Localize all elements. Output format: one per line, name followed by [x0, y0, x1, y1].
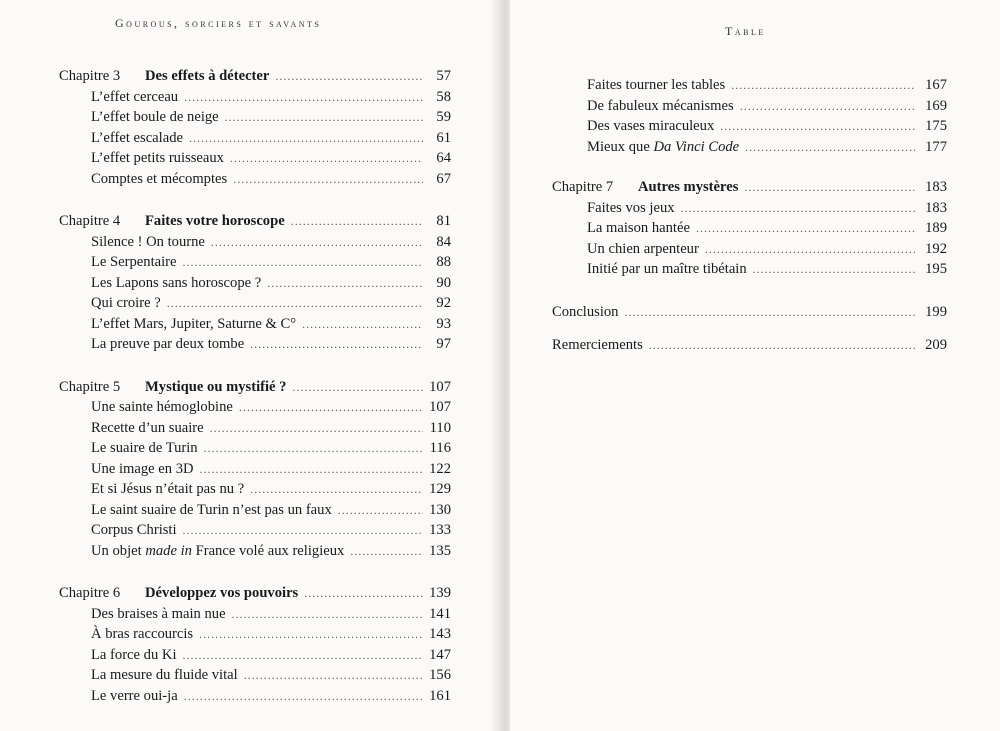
dot-leader — [232, 604, 423, 625]
toc-entry[interactable] — [59, 252, 451, 273]
toc-entry[interactable] — [59, 624, 451, 645]
page-number: 143 — [429, 626, 451, 642]
entry-title: Corpus Christi — [91, 522, 177, 538]
dot-leader — [239, 397, 423, 418]
toc-chapter-3[interactable] — [59, 66, 451, 87]
page-number: 90 — [436, 274, 451, 291]
chapter-number: Chapitre 3 — [59, 68, 121, 84]
page-number: 192 — [925, 240, 947, 257]
dot-leader — [184, 87, 423, 108]
chapter-title: Autres mystères — [638, 179, 739, 195]
toc-entry[interactable] — [59, 87, 451, 108]
toc-remerciements[interactable] — [552, 335, 947, 356]
toc-entry[interactable] — [59, 520, 451, 541]
table-of-contents — [552, 75, 947, 356]
toc-entry[interactable] — [552, 259, 947, 280]
entry-title: Initié par un maître tibétain — [587, 261, 747, 277]
entry-title: Les Lapons sans horoscope ? — [91, 274, 262, 291]
entry-title: La preuve par deux tombe — [91, 336, 245, 352]
dot-leader — [183, 645, 424, 666]
entry-title: Faites tourner les tables — [587, 77, 726, 93]
page-number: 116 — [429, 440, 451, 456]
entry-title: Qui croire ? — [91, 295, 161, 311]
dot-leader — [304, 583, 423, 604]
page-number: 183 — [925, 179, 947, 195]
toc-entry[interactable] — [552, 75, 947, 96]
entry-title: Comptes et mécomptes — [91, 170, 228, 187]
entry-title: L’effet boule de neige — [91, 109, 219, 125]
entry-title: Le suaire de Turin — [91, 440, 198, 456]
toc-entry[interactable] — [59, 334, 451, 355]
chapter-title: Des effets à détecter — [145, 68, 270, 84]
dot-leader — [189, 128, 423, 149]
dot-leader — [167, 293, 423, 314]
dot-leader — [681, 198, 915, 219]
dot-leader — [204, 438, 423, 459]
dot-leader — [292, 377, 423, 398]
page-number: 175 — [925, 118, 947, 134]
dot-leader — [250, 334, 423, 355]
page-number: 189 — [925, 220, 947, 236]
page-number: 167 — [925, 77, 947, 93]
page-number: 141 — [429, 605, 451, 622]
page-number: 107 — [429, 378, 451, 395]
toc-entry[interactable] — [59, 293, 451, 314]
entry-title: La maison hantée — [587, 220, 690, 236]
page-number: 64 — [436, 150, 451, 166]
toc-chapter-4[interactable] — [59, 211, 451, 232]
toc-entry[interactable] — [59, 273, 451, 294]
toc-entry[interactable] — [59, 438, 451, 459]
entry-title: Silence ! On tourne — [91, 233, 205, 250]
dot-leader — [302, 314, 423, 335]
page-number: 195 — [925, 261, 947, 277]
entry-title: Un chien arpenteur — [587, 240, 699, 257]
page-number: 107 — [429, 399, 451, 415]
toc-entry[interactable] — [59, 169, 451, 190]
dot-leader — [731, 75, 915, 96]
chapter-title: Mystique ou mystifié ? — [145, 378, 287, 395]
chapter-number: Chapitre 7 — [552, 179, 614, 195]
entry-title: Le verre oui-ja — [91, 687, 178, 704]
entry-title: La mesure du fluide vital — [91, 667, 238, 683]
page-number: 84 — [436, 233, 451, 250]
page-number: 199 — [925, 303, 947, 320]
entry-title: Une image en 3D — [91, 460, 194, 477]
page-number: 58 — [436, 88, 451, 105]
page-number: 183 — [925, 199, 947, 216]
chapter-title: Faites votre horoscope — [145, 213, 285, 229]
dot-leader — [740, 96, 915, 117]
toc-chapter-7[interactable] — [552, 177, 947, 198]
entry-title: Des vases miraculeux — [587, 118, 715, 134]
toc-entry[interactable] — [59, 397, 451, 418]
toc-entry[interactable] — [59, 604, 451, 625]
entry-title: La force du Ki — [91, 646, 177, 663]
entry-title: Recette d’un suaire — [91, 419, 204, 436]
page-number: 57 — [436, 68, 451, 84]
dot-leader — [200, 459, 423, 480]
page-number: 67 — [436, 170, 451, 187]
toc-entry[interactable] — [552, 239, 947, 260]
page-number: 133 — [429, 522, 451, 538]
dot-leader — [199, 624, 423, 645]
entry-title: Une sainte hémoglobine — [91, 399, 233, 415]
dot-leader — [338, 500, 423, 521]
entry-title: L’effet cerceau — [91, 88, 179, 105]
entry-title: Le Serpentaire — [91, 254, 177, 270]
entry-title: L’effet petits ruisseaux — [91, 150, 224, 166]
dot-leader — [184, 686, 423, 707]
toc-entry[interactable] — [59, 665, 451, 686]
toc-chapter-5[interactable] — [59, 377, 451, 398]
toc-entry[interactable] — [59, 500, 451, 521]
dot-leader — [720, 116, 915, 137]
page-number: 177 — [925, 138, 947, 155]
entry-title: Le saint suaire de Turin n’est pas un faux — [91, 501, 332, 518]
toc-entry[interactable] — [59, 148, 451, 169]
entry-title: Des braises à main nue — [91, 605, 226, 622]
page-number: 59 — [436, 109, 451, 125]
page-number: 135 — [429, 542, 451, 559]
toc-entry[interactable] — [59, 541, 451, 562]
toc-entry[interactable] — [59, 314, 451, 335]
chapter-title: Développez vos pouvoirs — [145, 585, 299, 601]
dot-leader — [233, 169, 423, 190]
toc-conclusion[interactable] — [552, 302, 947, 323]
entry-title: Et si Jésus n’était pas nu ? — [91, 481, 245, 497]
dot-leader — [696, 218, 915, 239]
right-page — [510, 0, 1000, 731]
entry-title: À bras raccourcis — [91, 626, 194, 642]
page-number: 97 — [436, 336, 451, 352]
toc-entry[interactable] — [552, 198, 947, 219]
page-number: 169 — [925, 97, 947, 114]
page-number: 93 — [436, 315, 451, 332]
toc-entry[interactable] — [552, 218, 947, 239]
entry-title: L’effet escalade — [91, 129, 183, 146]
page-number: 61 — [436, 129, 451, 146]
dot-leader — [244, 665, 423, 686]
table-of-contents — [59, 66, 451, 706]
dot-leader — [649, 335, 915, 356]
toc-entry[interactable] — [59, 418, 451, 439]
page-number: 122 — [429, 460, 451, 477]
page-number: 156 — [429, 667, 451, 683]
entry-title: Remerciements — [552, 337, 643, 353]
dot-leader — [745, 137, 915, 158]
entry-title: L’effet Mars, Jupiter, Saturne & C° — [91, 315, 297, 332]
dot-leader — [183, 520, 423, 541]
dot-leader — [225, 107, 423, 128]
dot-leader — [275, 66, 423, 87]
page-number: 147 — [429, 646, 451, 663]
dot-leader — [624, 302, 915, 323]
page-number: 161 — [429, 687, 451, 704]
dot-leader — [744, 177, 915, 198]
chapter-number: Chapitre 4 — [59, 213, 121, 229]
page-number: 92 — [436, 295, 451, 311]
toc-entry[interactable] — [59, 459, 451, 480]
toc-chapter-6[interactable] — [59, 583, 451, 604]
dot-leader — [291, 211, 423, 232]
page-number: 130 — [429, 501, 451, 518]
toc-entry[interactable] — [552, 96, 947, 117]
chapter-number: Chapitre 6 — [59, 585, 121, 601]
page-number: 129 — [429, 481, 451, 497]
chapter-number: Chapitre 5 — [59, 378, 121, 395]
dot-leader — [211, 232, 423, 253]
dot-leader — [210, 418, 423, 439]
dot-leader — [267, 273, 423, 294]
page-number: 139 — [429, 585, 451, 601]
toc-entry[interactable] — [59, 128, 451, 149]
entry-title: Un objet made in France volé aux religieux — [91, 542, 345, 559]
entry-title: Conclusion — [552, 303, 619, 320]
page-number: 88 — [436, 254, 451, 270]
dot-leader — [230, 148, 423, 169]
dot-leader — [350, 541, 423, 562]
toc-entry[interactable] — [552, 116, 947, 137]
entry-title: De fabuleux mécanismes — [587, 97, 734, 114]
toc-entry[interactable] — [59, 645, 451, 666]
page-number: 81 — [436, 213, 451, 229]
toc-entry[interactable] — [59, 107, 451, 128]
entry-title: Faites vos jeux — [587, 199, 675, 216]
dot-leader — [183, 252, 424, 273]
dot-leader — [753, 259, 915, 280]
toc-entry[interactable] — [552, 137, 947, 158]
toc-entry[interactable] — [59, 686, 451, 707]
running-head: Table — [725, 24, 766, 38]
running-head: Gourous, sorciers et savants — [115, 16, 322, 30]
dot-leader — [250, 479, 423, 500]
toc-entry[interactable] — [59, 232, 451, 253]
toc-entry[interactable] — [59, 479, 451, 500]
entry-title: Mieux que Da Vinci Code — [587, 138, 740, 155]
page-number: 110 — [429, 419, 451, 436]
dot-leader — [705, 239, 915, 260]
page-number: 209 — [925, 337, 947, 353]
